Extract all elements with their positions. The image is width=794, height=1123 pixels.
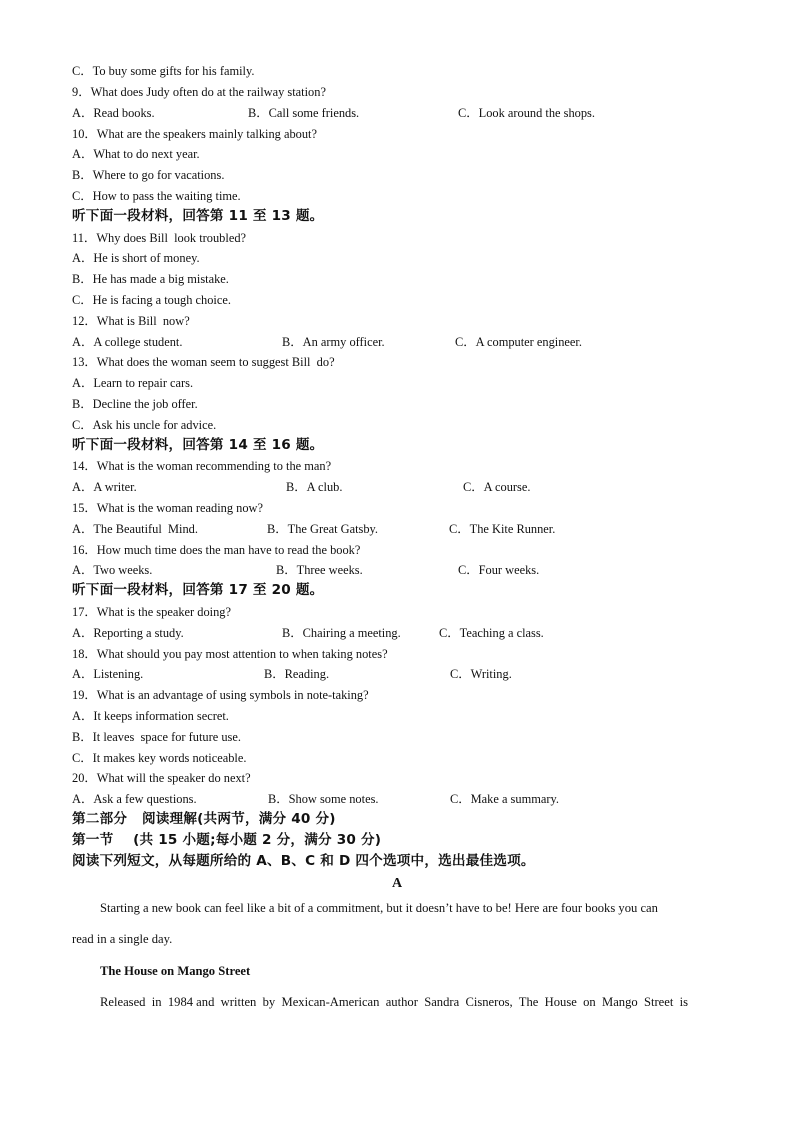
q16-option-c: C．Four weeks. [458,563,540,577]
q15-option-c: C．The Kite Runner. [449,522,556,536]
question-15: 15．What is the woman reading now? [72,501,263,515]
q13-option-c: C．Ask his uncle for advice. [72,418,217,432]
question-19: 19．What is an advantage of using symbols in note-taking? [72,688,369,702]
q20-option-c: C．Make a summary. [450,792,559,806]
q10-option-a: A．What to do next year. [72,147,200,161]
q9-option-c: C．Look around the shops. [458,106,595,120]
q17-option-a: A．Reporting a study. [72,626,184,640]
q16-option-b: B．Three weeks. [276,563,363,577]
q19-option-c: C．It makes key words noticeable. [72,751,247,765]
q15-option-a: A．The Beautiful Mind. [72,522,198,536]
q11-option-a: A．He is short of money. [72,251,200,265]
question-10: 10．What are the speakers mainly talking about? [72,127,317,141]
q17-option-b: B．Chairing a meeting. [282,626,401,640]
q18-option-a: A．Listening. [72,667,144,681]
q14-option-b: B．A club. [286,480,343,494]
q17-option-c: C．Teaching a class. [439,626,544,640]
section-one-heading: 第一节 (共 15 小题;每小题 2 分，满分 30 分) [72,832,382,848]
reading-instructions: 阅读下列短文，从每题所给的 A、B、C 和 D 四个选项中，选出最佳选项。 [72,853,535,869]
q19-option-a: A．It keeps information secret. [72,709,229,723]
question-9: 9．What does Judy often do at the railway station? [72,85,326,99]
q20-option-b: B．Show some notes. [268,792,379,806]
q10-option-b: B．Where to go for vacations. [72,168,225,182]
question-11: 11．Why does Bill look troubled? [72,231,247,245]
q18-option-c: C．Writing. [450,667,512,681]
section-heading-14-16: 听下面一段材料，回答第 14 至 16 题。 [72,437,324,453]
passage-intro-line-2: read in a single day. [72,932,173,946]
passage-intro-line-1: Starting a new book can feel like a bit of a commitment, but it doesn’t have to be! Here are four books you can [100,901,658,915]
section-heading-17-20: 听下面一段材料，回答第 17 至 20 题。 [72,582,324,598]
q14-option-a: A．A writer. [72,480,137,494]
question-16: 16．How much time does the man have to read the book? [72,543,361,557]
q8-option-c: C．To buy some gifts for his family. [72,64,255,78]
q13-option-a: A．Learn to repair cars. [72,376,194,390]
q14-option-c: C．A course. [463,480,531,494]
book-description-line-1: Released in 1984 and written by Mexican-American author Sandra Cisneros, The House on Mango Street is [100,995,689,1009]
q11-option-b: B．He has made a big mistake. [72,272,229,286]
part-two-heading: 第二部分 阅读理解(共两节，满分 40 分) [72,811,336,827]
passage-a-label: A [391,876,403,891]
q9-option-b: B．Call some friends. [248,106,360,120]
q13-option-b: B．Decline the job offer. [72,397,198,411]
q11-option-c: C．He is facing a tough choice. [72,293,231,307]
question-13: 13．What does the woman seem to suggest Bill do? [72,355,335,369]
q15-option-b: B．The Great Gatsby. [267,522,379,536]
question-18: 18．What should you pay most attention to when taking notes? [72,647,388,661]
section-heading-11-13: 听下面一段材料，回答第 11 至 13 题。 [72,208,324,224]
q12-option-a: A．A college student. [72,335,183,349]
q9-option-a: A．Read books. [72,106,155,120]
question-12: 12．What is Bill now? [72,314,190,328]
question-14: 14．What is the woman recommending to the man? [72,459,332,473]
q18-option-b: B．Reading. [264,667,330,681]
q16-option-a: A．Two weeks. [72,563,153,577]
q10-option-c: C．How to pass the waiting time. [72,189,241,203]
q20-option-a: A．Ask a few questions. [72,792,197,806]
book-title-mango-street: The House on Mango Street [100,964,251,978]
question-20: 20．What will the speaker do next? [72,771,251,785]
q12-option-c: C．A computer engineer. [455,335,582,349]
question-17: 17．What is the speaker doing? [72,605,231,619]
q12-option-b: B．An army officer. [282,335,385,349]
q19-option-b: B．It leaves space for future use. [72,730,241,744]
